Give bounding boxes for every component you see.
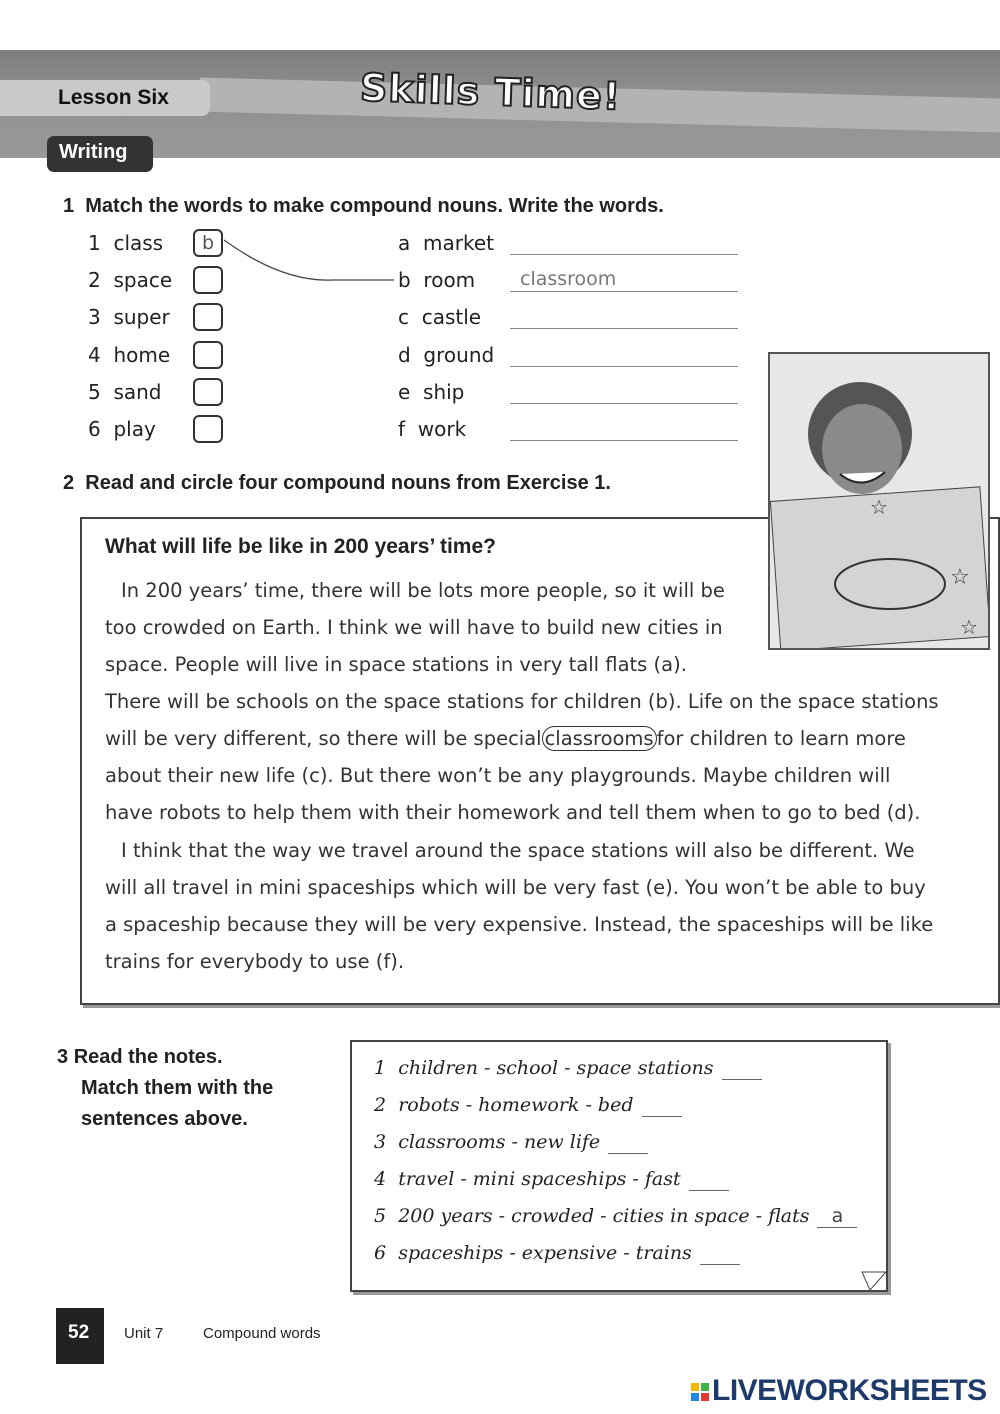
compound-word-answer-field[interactable] (510, 341, 738, 367)
lesson-label: Lesson Six (0, 80, 210, 116)
item-letter: d (398, 342, 411, 367)
match-answer-box[interactable] (193, 303, 223, 331)
word: home (113, 342, 171, 367)
word: sand (113, 379, 162, 404)
compound-word-answer-field[interactable] (510, 266, 738, 292)
word: room (423, 268, 476, 293)
right-word-item (398, 417, 466, 441)
instruction-text: sentences above. (81, 1108, 248, 1130)
text-line[interactable]: trains for everybody to use (f). (105, 950, 405, 973)
word: castle (421, 305, 482, 330)
section-badge: Writing (47, 136, 153, 172)
note-item (374, 1242, 740, 1265)
liveworksheets-logo[interactable] (690, 1374, 987, 1408)
note-text: children - school - space stations (398, 1057, 714, 1079)
note-number: 6 (374, 1242, 387, 1264)
instruction-text: Read the notes. (73, 1046, 223, 1068)
item-letter: e (398, 379, 411, 404)
instruction-text: Match the words to make compound nouns. Write the words. (85, 195, 664, 217)
item-number: 3 (88, 305, 101, 330)
exercise-number: 1 (63, 195, 75, 217)
note-answer-field[interactable] (608, 1131, 648, 1154)
word: market (422, 231, 494, 255)
text-line[interactable]: In 200 years’ time, there will be lots more people, so it will be (121, 579, 725, 602)
reading-title: What will life be like in 200 years’ time? (105, 535, 496, 558)
match-line (222, 232, 402, 292)
word: ground (423, 342, 495, 367)
right-word-item (398, 305, 481, 329)
left-word-item (88, 417, 156, 441)
word: class (113, 231, 164, 255)
note-text: robots - homework - bed (398, 1094, 634, 1116)
note-answer-field[interactable] (689, 1168, 729, 1191)
exercise-2-instruction (63, 472, 611, 495)
text-line[interactable]: have robots to help them with their homework and tell them when to go to bed (d). (105, 801, 921, 824)
unit-label: Unit 7 (124, 1325, 164, 1342)
svg-text:☆: ☆ (870, 495, 888, 519)
page-title: Skills Time! (359, 65, 622, 119)
note-text: classrooms - new life (398, 1131, 601, 1153)
right-word-item (398, 268, 475, 292)
compound-word-answer-field[interactable] (510, 303, 738, 329)
svg-text:☆: ☆ (960, 615, 978, 639)
match-answer-box[interactable] (193, 415, 223, 443)
note-item (374, 1057, 762, 1080)
compound-word-answer-field[interactable] (510, 378, 738, 404)
word: work (417, 417, 467, 441)
note-text: spaceships - expensive - trains (398, 1242, 692, 1264)
logo-icon (690, 1382, 712, 1402)
note-item (374, 1131, 648, 1154)
note-answer-field[interactable] (817, 1205, 857, 1228)
word: ship (423, 379, 465, 404)
instruction-text: Read and circle four compound nouns from Exercise 1. (85, 472, 611, 494)
left-word-item (88, 343, 170, 367)
compound-word-answer-field[interactable] (510, 229, 738, 255)
item-letter: c (398, 305, 409, 330)
match-answer-box[interactable] (193, 229, 223, 257)
text-line[interactable]: space. People will live in space stations in very tall flats (a). (105, 653, 687, 676)
right-word-item (398, 343, 494, 367)
word: space (113, 268, 173, 293)
note-number: 3 (374, 1131, 387, 1153)
left-word-item (88, 268, 172, 292)
exercise-3-instruction (57, 1042, 273, 1135)
logo-text: LIVEWORKSHEETS (712, 1374, 987, 1407)
instruction-text: Match them with the (81, 1077, 274, 1099)
text-line (105, 727, 906, 750)
word: super (113, 305, 170, 330)
note-number: 5 (374, 1205, 387, 1227)
circled-word[interactable]: classrooms (542, 726, 657, 751)
note-answer-field[interactable] (642, 1094, 682, 1117)
text-line[interactable]: I think that the way we travel around the space stations will also be different. We (121, 839, 915, 862)
item-letter: a (398, 231, 411, 255)
exercise-1-instruction (63, 195, 664, 218)
text-line[interactable]: a spaceship because they will be very expensive. Instead, the spaceships will be like (105, 913, 934, 936)
item-number: 1 (88, 231, 101, 255)
note-text: 200 years - crowded - cities in space - flats (398, 1205, 810, 1227)
compound-word-answer-field[interactable] (510, 415, 738, 441)
exercise-number: 2 (63, 472, 75, 494)
note-number: 1 (374, 1057, 387, 1079)
note-answer-field[interactable] (700, 1242, 740, 1265)
svg-text:☆: ☆ (950, 565, 970, 590)
text-line[interactable]: about their new life (c). But there won’t be any playgrounds. Maybe children will (105, 764, 891, 787)
left-word-item (88, 231, 163, 255)
word: play (113, 417, 156, 441)
right-word-item (398, 231, 494, 255)
text-line[interactable]: There will be schools on the space stations for children (b). Life on the space stations (105, 690, 939, 713)
text-line[interactable]: will all travel in mini spaceships which will be very fast (e). You won’t be able to buy (105, 876, 926, 899)
note-item (374, 1205, 857, 1228)
left-word-item (88, 380, 162, 404)
note-text: travel - mini spaceships - fast (398, 1168, 681, 1190)
note-number: 4 (374, 1168, 387, 1190)
note-answer-field[interactable] (722, 1057, 762, 1080)
item-letter: b (398, 268, 411, 293)
note-number: 2 (374, 1094, 387, 1116)
match-answer-box[interactable] (193, 266, 223, 294)
text-segment[interactable]: will be very different, so there will be special (105, 727, 542, 750)
page-curl-icon (860, 1270, 890, 1294)
text-segment[interactable]: for children to learn more (656, 727, 906, 750)
match-answer-box[interactable] (193, 341, 223, 369)
note-item (374, 1168, 729, 1191)
match-answer-box[interactable] (193, 378, 223, 406)
left-word-item (88, 305, 170, 329)
page-number: 52 (56, 1308, 104, 1364)
boy-with-spaceship-drawing-illustration (768, 352, 990, 650)
note-item (374, 1094, 682, 1117)
unit-topic: Compound words (203, 1325, 321, 1342)
illustration-icon (770, 354, 988, 648)
item-number: 6 (88, 417, 101, 441)
right-word-item (398, 380, 464, 404)
item-letter: f (398, 417, 406, 441)
exercise-number: 3 (57, 1046, 69, 1068)
item-number: 4 (88, 342, 101, 367)
item-number: 5 (88, 379, 101, 404)
item-number: 2 (88, 268, 101, 293)
text-line[interactable]: too crowded on Earth. I think we will have to build new cities in (105, 616, 723, 639)
